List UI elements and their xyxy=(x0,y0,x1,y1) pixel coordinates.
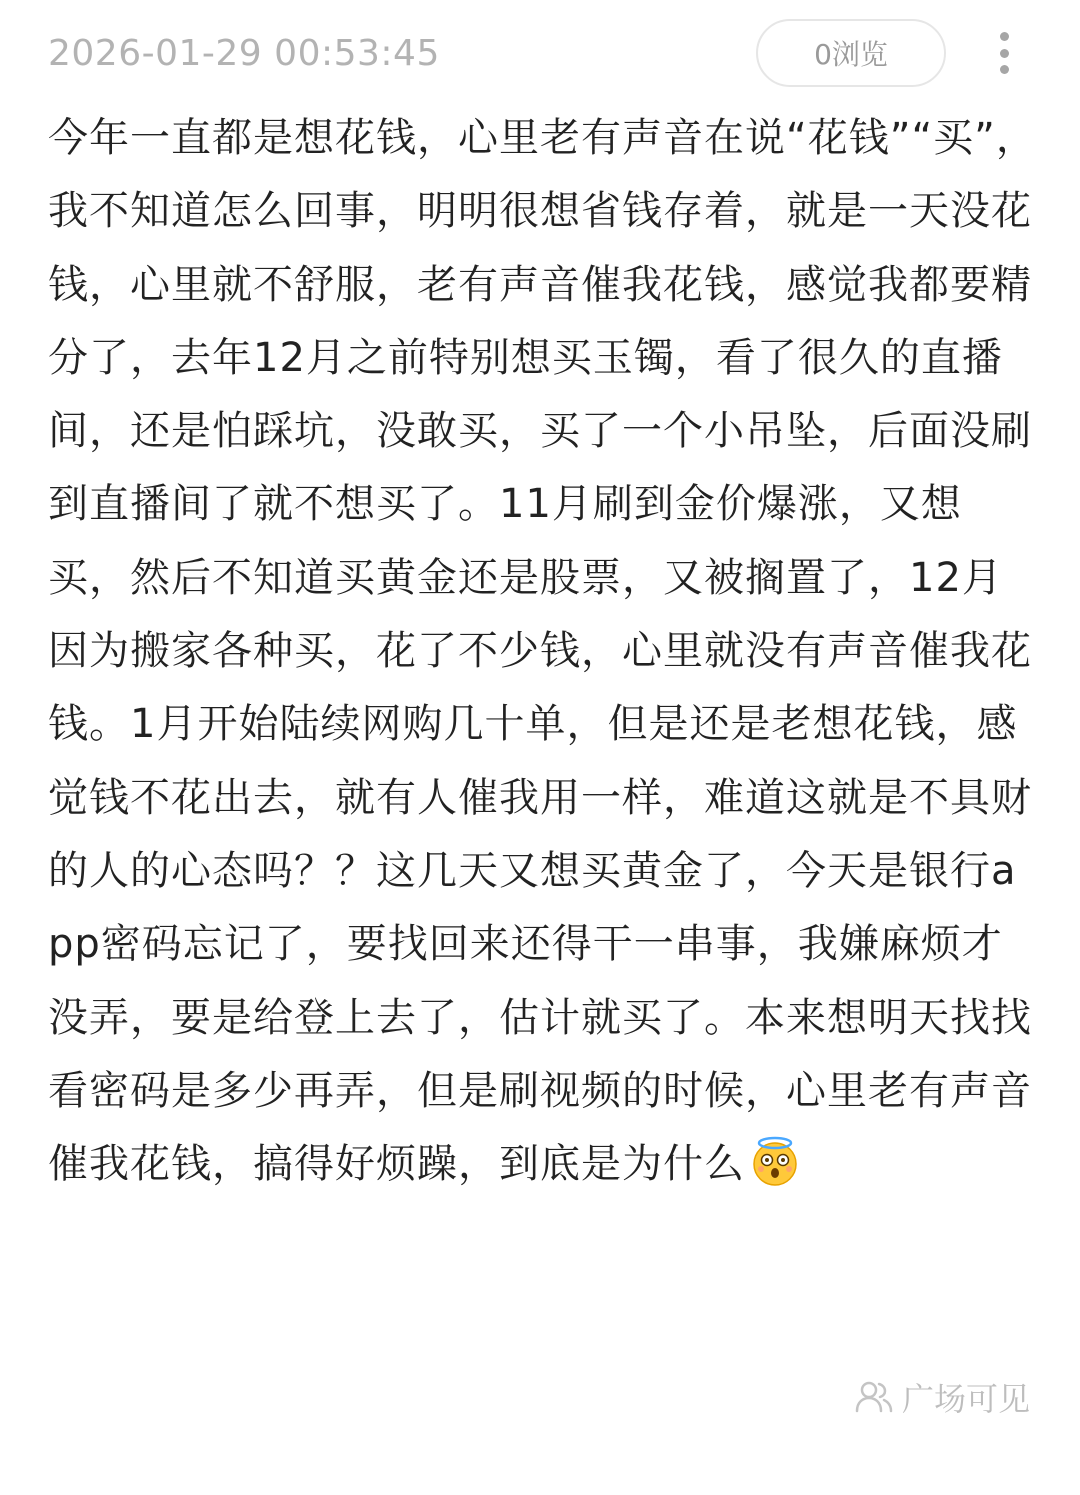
people-icon xyxy=(854,1377,894,1417)
post-header xyxy=(0,0,1080,110)
more-options-button[interactable] xyxy=(984,28,1024,78)
more-dot-icon xyxy=(1000,65,1009,74)
visibility-indicator[interactable] xyxy=(854,1374,1030,1420)
more-dot-icon xyxy=(1000,32,1009,41)
post-timestamp: 2026-01-29 00:53:45 xyxy=(48,33,440,74)
more-dot-icon xyxy=(1000,49,1009,58)
post-body xyxy=(48,102,1040,1201)
post-body-text: 今年一直都是想花钱，心里老有声音在说“花钱”“买”，我不知道怎么回事，明明很想省钱存着，就是一天没花钱，心里就不舒服，老有声音催我花钱，感觉我都要精分了，去年12月之前特别想买玉镯，看了很久的直播间，还是怕踩坑，没敢买，买了一个小吊坠，后面没刷到直播间了就不想买了。11月刷到金价爆涨，又想买，然后不知道买黄金还是股票，又被搁置了，12月因为搬家各种买，花了不少钱，心里就没有声音催我花钱。1月开始陆续网购几十单，但是还是老想花钱，感觉钱不花出去，就有人催我用一样，难道这就是不具财的人的心态吗？？这几天又想买黄金了，今天是银行app密码忘记了，要找回来还得干一串事，我嫌麻烦才没弄，要是给登上去了，估计就买了。本来想明天找找看密码是多少再弄，但是刷视频的时候，心里老有声音催我花钱，搞得好烦躁，到底是为什么 xyxy=(48,115,1037,1188)
views-count-button[interactable]: 0浏览 xyxy=(756,19,946,87)
visibility-label: 广场可见 xyxy=(901,1380,1030,1418)
dizzy-face-with-halo-emoji xyxy=(749,1135,801,1187)
